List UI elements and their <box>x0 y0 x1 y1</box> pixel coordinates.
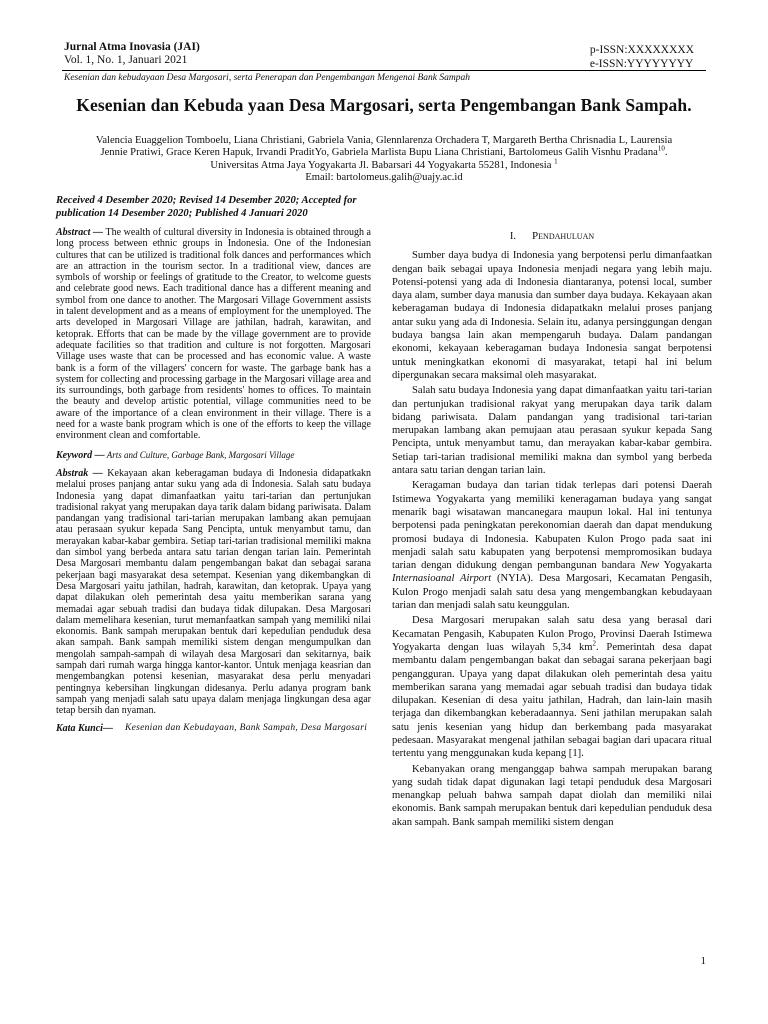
paragraph-3-part-c: (NYIA). Desa Margosari, Kecamatan Pengasih, Kulon Progo menjadi salah satu desa yang mengembangkan kebudayaan tarian dan menjadi salah satu keunggulan. <box>392 573 713 612</box>
author-line-2 <box>56 144 712 159</box>
left-column <box>56 195 371 735</box>
paragraph-2: Salah satu budaya Indonesia yang dapat dimanfaatkan yaitu tari-tarian dan pertunjukan tradisional rakyat yang merupakan daya tarik dalam bidang pariwisata. Dalam pandangan yang tradisional tari-tarian merupakan lambang akan pemujaan atau perasaan syukur kepada Sang Pencipta, untuk menyambut tamu, dan merayakan kabar-kabar gembira. Setiap tari-tarian tradisional memiliki makna dan symbol yang berbeda antara satu tarian dengan tarian lain. <box>392 385 712 477</box>
paragraph-4-sup: 2 <box>592 639 596 648</box>
paragraph-3-new: New <box>640 560 660 572</box>
abstrak-text: Kekayaan akan keberagaman budaya di Indonesia didapatkakn melalui proses panjang antar suku yang ada di Indonesia. Salah satu budaya Indonesia yang dapat dimanfaatkan yaitu tari-tarian dan pertunjukan tradisional rakyat yang merupakan daya tarik dalam bidang pariwisata. Dalam pandangan yang tradisional tari-tarian merupakan lambang akan pemujaan atau perasaan syukur kepada Sang Pencipta, untuk menyambut tamu, dan merayakan kabar-kabar gembira. Setiap tari-tarian tradisional memiliki makna dan simbol yang berbeda antara satu tarian dengan tarian lain. Pemerintah Desa Margosari membantu dalam pengembangan bakat dan sebagai sarana pekerjaan bagi masyarakat desa setempat. Kesenian yang dikembangkan di Desa Margosari yaitu jathilan, hadrah, karawitan, dan ketoprak. Upaya yang dapat dilakukan oleh pemerintah desa yaitu memberikan sarana yang memadai agar sebuah tradisi dan budaya tidak dilupakan. Desa Margosari dalam memelihara kesenian, turut memanfaatkan sampah yang memiliki nilai ekonomis. Bank sampah merupakan bentuk dari kepedulian penduduk desa akan sampah. Bank sampah memiliki sistem dengan mengumpulkan dan mengolah sampah-sampah di wilayah desa Margosari dan sekitarnya, baik sampah dari rumah warga hingga kantor-kantor. Untuk menjaga keasrian dan mengembangkan potensi kesenian, masyarakat desa perlu menyadari pentingnya kebersihan lingkungan didesanya. Perlu adanya program bank sampah yang menjadi salah satu upaya dalam menjaga lingkungan desa agar tetap bersih dan nyaman. <box>56 467 372 717</box>
paragraph-3-airport: Internasioanal Airport <box>392 573 492 585</box>
abstrak-label: Abstrak — <box>56 467 103 479</box>
kata-kunci-value: Kesenian dan Kebudayaan, Bank Sampah, Desa Margosari <box>124 723 368 734</box>
affiliation-sup: 1 <box>554 157 558 166</box>
header-rule <box>62 70 706 71</box>
paragraph-5: Kebanyakan orang menganggap bahwa sampah merupakan barang yang sudah tidak dapat digunakan lagi tetapi penduduk desa Margosari menangkap peluah bahwa sampah dapat diolah dan memiliki nilai ekonomis. Bank sampah merupakan bentuk dari kepedulian penduduk desa akan sampah. Bank sampah memiliki sistem dengan <box>392 763 712 828</box>
section-title: Pendahuluan <box>532 230 595 242</box>
abstract-text: The wealth of cultural diversity in Indonesia is obtained through a long process between ethnic groups in Indonesia. One of the Indonesian cultures that can be utilized is traditional folk dances and performances which are an attraction in the tourism sector. In a traditional view, dances are symbols of worship or feelings of gratitude to the Creator, to welcome guests and celebrate good news. Each traditional dance has a different meaning and symbol from one dance to another. The Margosari Village Government assists in talent development and as a means of employment for the unemployed. The arts developed in Margosari Village are jathilan, hadrah, karawitan, and ketoprak. Efforts that can be made by the village government are to provide adequate facilities so that tradition and culture is not forgotten. Margosari Village uses waste that can be processed and has economic value. A waste bank is a form of the villagers' concern for waste. The garbage bank has a system for collecting and processing garbage in the Margosari village area and its surroundings, both garbage from residents' homes to offices. To maintain the beauty and develop artistic potential, village communities need to be aware of the importance of a clean environment in their village. There is a need for a waste bank program which is one of the efforts to keep the village environment clean and comfortable. <box>56 227 371 442</box>
paragraph-1: Sumber daya budya di Indonesia yang berpotensi perlu dimanfaatkan dengan baik sebagai upaya Indonesia menjadi negara yang lebih maju. Potensi-potensi yang ada di Indonesia diantaranya, potensi local, sumber daya alam, sumber daya manusia dan sumber daya budaya. Kekayaan akan keberagaman budaya di Indonesia didapatkakn melalui proses panjang antar suku yang ada di Indonesia. Selain itu, adanya persinggungan dengan budaya bangsa lain akan mempengaruh budaya. Dalam pandangan ekonomi, kekayaan keberagaman budaya Indonesia sangat berpotensi untuk meningkatkan ekonomi di masyarakat, tetapi hal ini belum dipergunakan secara maksimal oleh masyarakat. <box>392 250 712 381</box>
author-line-1: Valencia Euaggelion Tomboelu, Liana Christiani, Gabriela Vania, Glennlarenza Orchadera T, Margareth Bertha Chrisnadia L, Laurensia <box>95 135 673 146</box>
kata-kunci-label: Kata Kunci— <box>56 723 113 735</box>
author-sup: 10 <box>657 144 665 153</box>
abstrak <box>56 468 371 717</box>
affiliation-text: Universitas Atma Jaya Yogyakarta Jl. Babarsari 44 Yogyakarta 55281, Indonesia <box>210 159 555 171</box>
author-line-2-text: Jennie Pratiwi, Grace Keren Hapuk, Irvandi PraditYo, Gabriela Marlista Bupu Liana Christiani, Bartolomeus Galih Visnhu Pradana <box>100 147 658 159</box>
e-issn: e-ISSN:YYYYYYYY <box>589 58 694 70</box>
paper-title: Kesenian dan Kebuda yaan Desa Margosari, serta Pengembangan Bank Sampah. <box>76 95 692 115</box>
affiliation <box>56 157 712 172</box>
running-title: Kesenian dan kebudayaan Desa Margosari, serta Penerapan dan Pengembangan Mengenai Bank Sampah <box>64 73 470 83</box>
section-numeral: I. <box>509 231 517 242</box>
journal-volume: Vol. 1, No. 1, Januari 2021 <box>64 54 188 66</box>
abstract-label: Abstract — <box>56 227 104 238</box>
paragraph-3-part-b: Yogyakarta <box>659 560 712 572</box>
section-heading <box>392 230 712 243</box>
received-dates: Received 4 Desember 2020; Revised 14 Desember 2020; Accepted for publication 14 Desember 2020; Published 4 Januari 2020 <box>56 195 357 219</box>
keyword-value: Arts and Culture, Garbage Bank, Margosari Village <box>104 449 295 460</box>
p-issn: p-ISSN:XXXXXXXX <box>589 44 694 56</box>
journal-name: Jurnal Atma Inovasia (JAI) <box>64 41 200 53</box>
author-block <box>56 135 712 185</box>
page-number: 1 <box>700 955 706 967</box>
issn-block <box>590 43 694 71</box>
paragraph-4-part-a: Desa Margosari merupakan salah satu desa yang berasal dari Kecamatan Pengasih, Kabupaten Kulon Progo, Provinsi Daerah Istimewa Yogyakarta dengan luas wilayah 5,34 km <box>392 615 712 653</box>
journal-header <box>64 41 200 67</box>
paragraph-3-part-a: Keragaman budaya dan tarian tidak terlepas dari potensi Daerah Istimewa Yogyakarta yang memiliki keneragaman budaya yang sangat menarik bagi wisatawan mancanegara maupun lokal. Hal ini tentunya berpotensi pada peningkatan perekonomian daerah dan dapat mendukung promosi budaya di Indonesia. Kabupaten Kulon Progo pada saat ini menjadi salah satu kabupaten yang berpotensi mempromosikan budaya tarian dengan didukung dengan pembangunan bandara <box>392 480 712 572</box>
paragraph-4-part-b: . Pemerintah desa dapat membantu dalam pengembangan bakat dan sebagai sarana pekerjaan bagi pengangguran. Upaya yang dapat dilakukan oleh pemerintah desa yaitu memberikan sarana yang memadai agar sebuah tradisi dan budaya tidak dilupakan. Kesenian di desa yaitu jathilan, Hadrah, dan lain-lain masih terjaga dan dikembangkan keberadaannya. Seni jathilan merupakan salah satu jenis kesenian yang hidup dan berkembang pada masyarakat pedesaan. Masyarakat mengenal jathilan sebagai bagian dari upacara ritual tertentu yang menggunakan kuda kepang [1]. <box>392 641 712 760</box>
kata-kunci <box>56 723 371 734</box>
right-column <box>392 230 712 831</box>
keyword-label: Keyword — <box>56 449 105 461</box>
paragraph-3 <box>392 479 712 612</box>
paragraph-4 <box>392 614 712 760</box>
author-line-2-end: . <box>664 147 668 159</box>
keywords <box>56 450 371 461</box>
abstract <box>56 227 371 442</box>
author-email: Email: bartolomeus.galih@uajy.ac.id <box>305 172 463 184</box>
